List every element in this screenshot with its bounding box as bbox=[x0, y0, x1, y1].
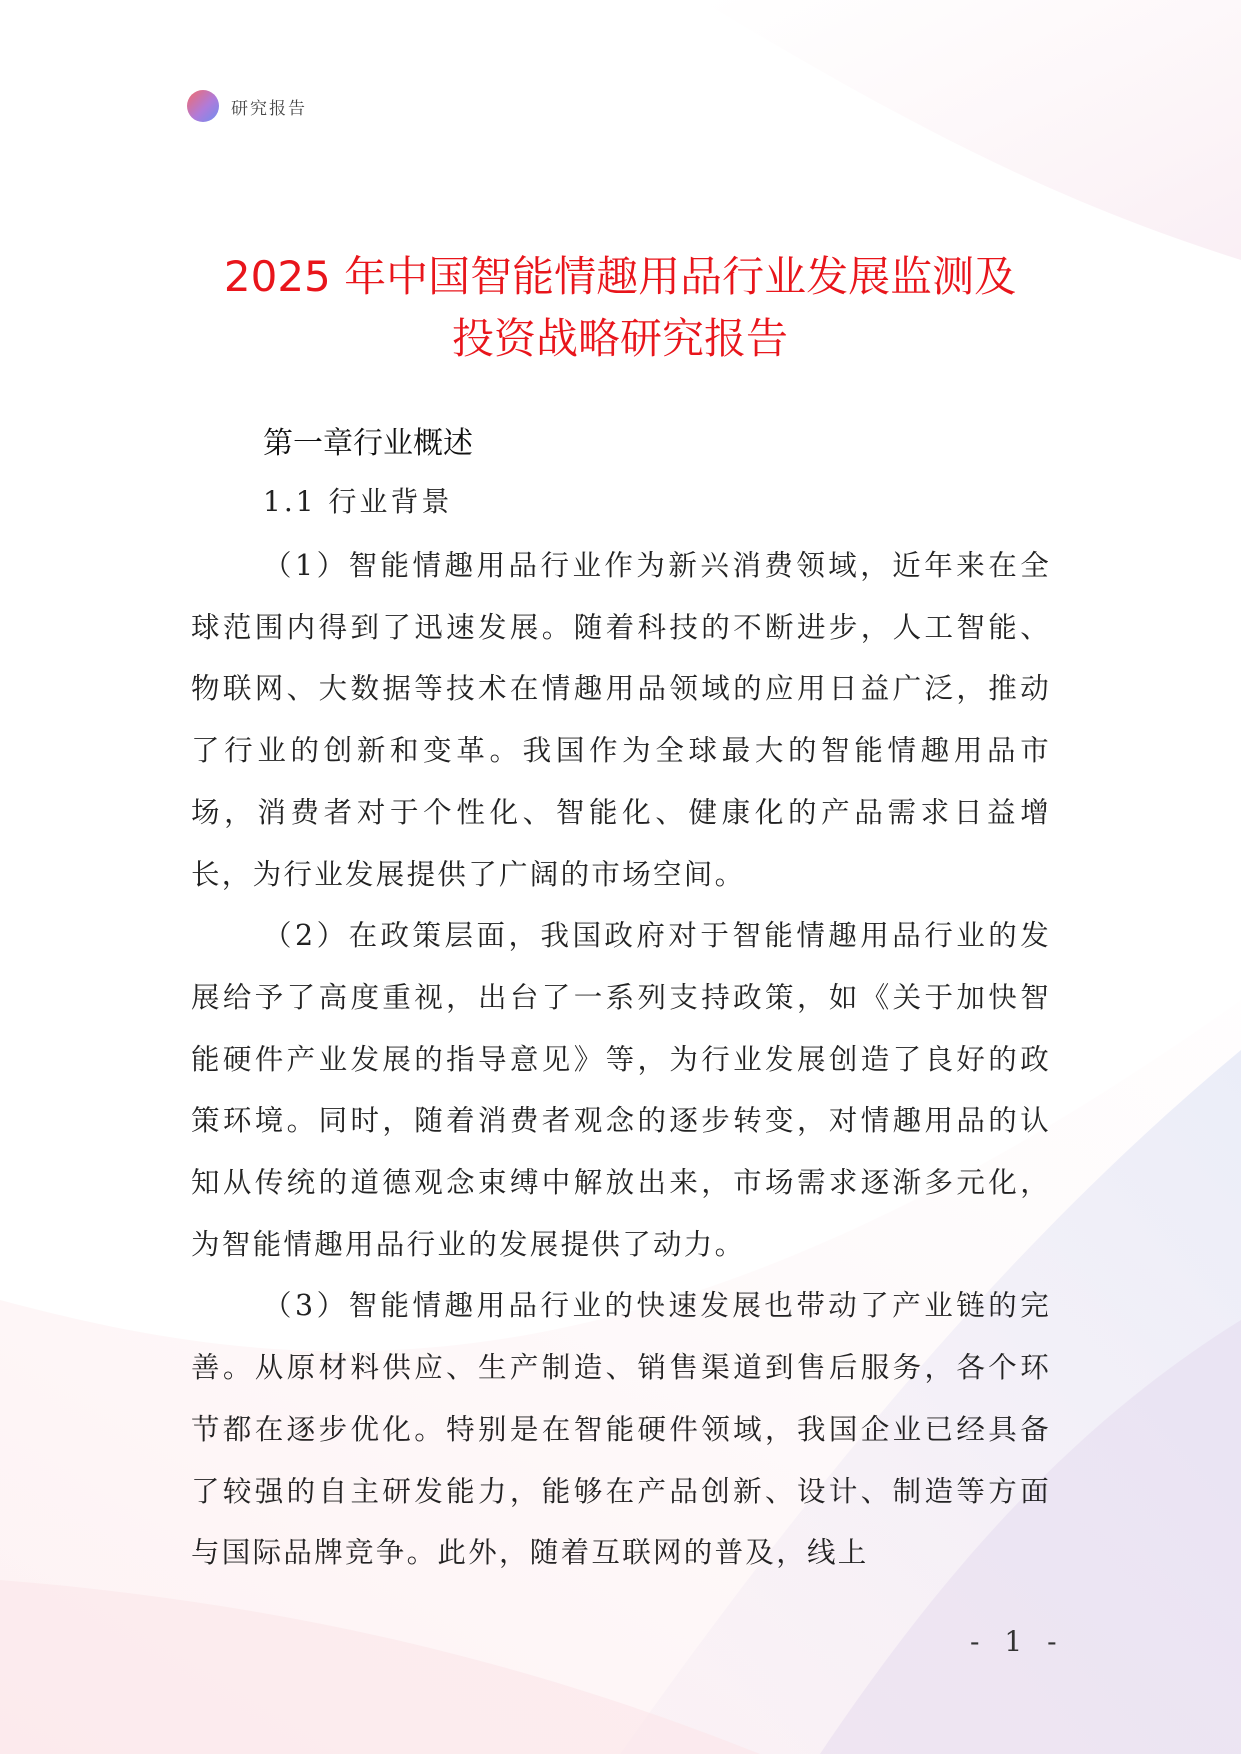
header-label: 研究报告 bbox=[231, 98, 307, 119]
title-line-1: 2025 年中国智能情趣用品行业发展监测及 bbox=[223, 252, 1017, 302]
title-line-2: 投资战略研究报告 bbox=[451, 314, 788, 364]
paragraph-2: （2）在政策层面，我国政府对于智能情趣用品行业的发展给予了高度重视，出台了一系列支持政策，如《关于加快智能硬件产业发展的指导意见》等，为行业发展创造了良好的政策环境。同时，随着消费者观念的逐步转变，对情趣用品的认知从传统的道德观念束缚中解放出来，市场需求逐渐多元化，为智能情趣用品行业的发展提供了动力。 bbox=[191, 919, 1051, 1261]
body-text bbox=[191, 535, 1051, 1584]
paragraph-3: （3）智能情趣用品行业的快速发展也带动了产业链的完善。从原材料供应、生产制造、销售渠道到售后服务，各个环节都在逐步优化。特别是在智能硬件领域，我国企业已经具备了较强的自主研发能力，能够在产品创新、设计、制造等方面与国际品牌竞争。此外，随着互联网的普及，线上 bbox=[191, 1289, 1051, 1570]
report-header bbox=[187, 89, 307, 123]
chapter-heading: 第一章行业概述 bbox=[263, 426, 473, 461]
paragraph-1: （1）智能情趣用品行业作为新兴消费领域，近年来在全球范围内得到了迅速发展。随着科技的不断进步，人工智能、物联网、大数据等技术在情趣用品领域的应用日益广泛，推动了行业的创新和变革。我国作为全球最大的智能情趣用品市场，消费者对于个性化、智能化、健康化的产品需求日益增长，为行业发展提供了广阔的市场空间。 bbox=[191, 549, 1051, 891]
section-heading: 1.1 行业背景 bbox=[263, 485, 453, 518]
page-number: - 1 - bbox=[970, 1625, 1065, 1658]
report-title bbox=[180, 246, 1060, 370]
logo-circle bbox=[187, 90, 219, 122]
